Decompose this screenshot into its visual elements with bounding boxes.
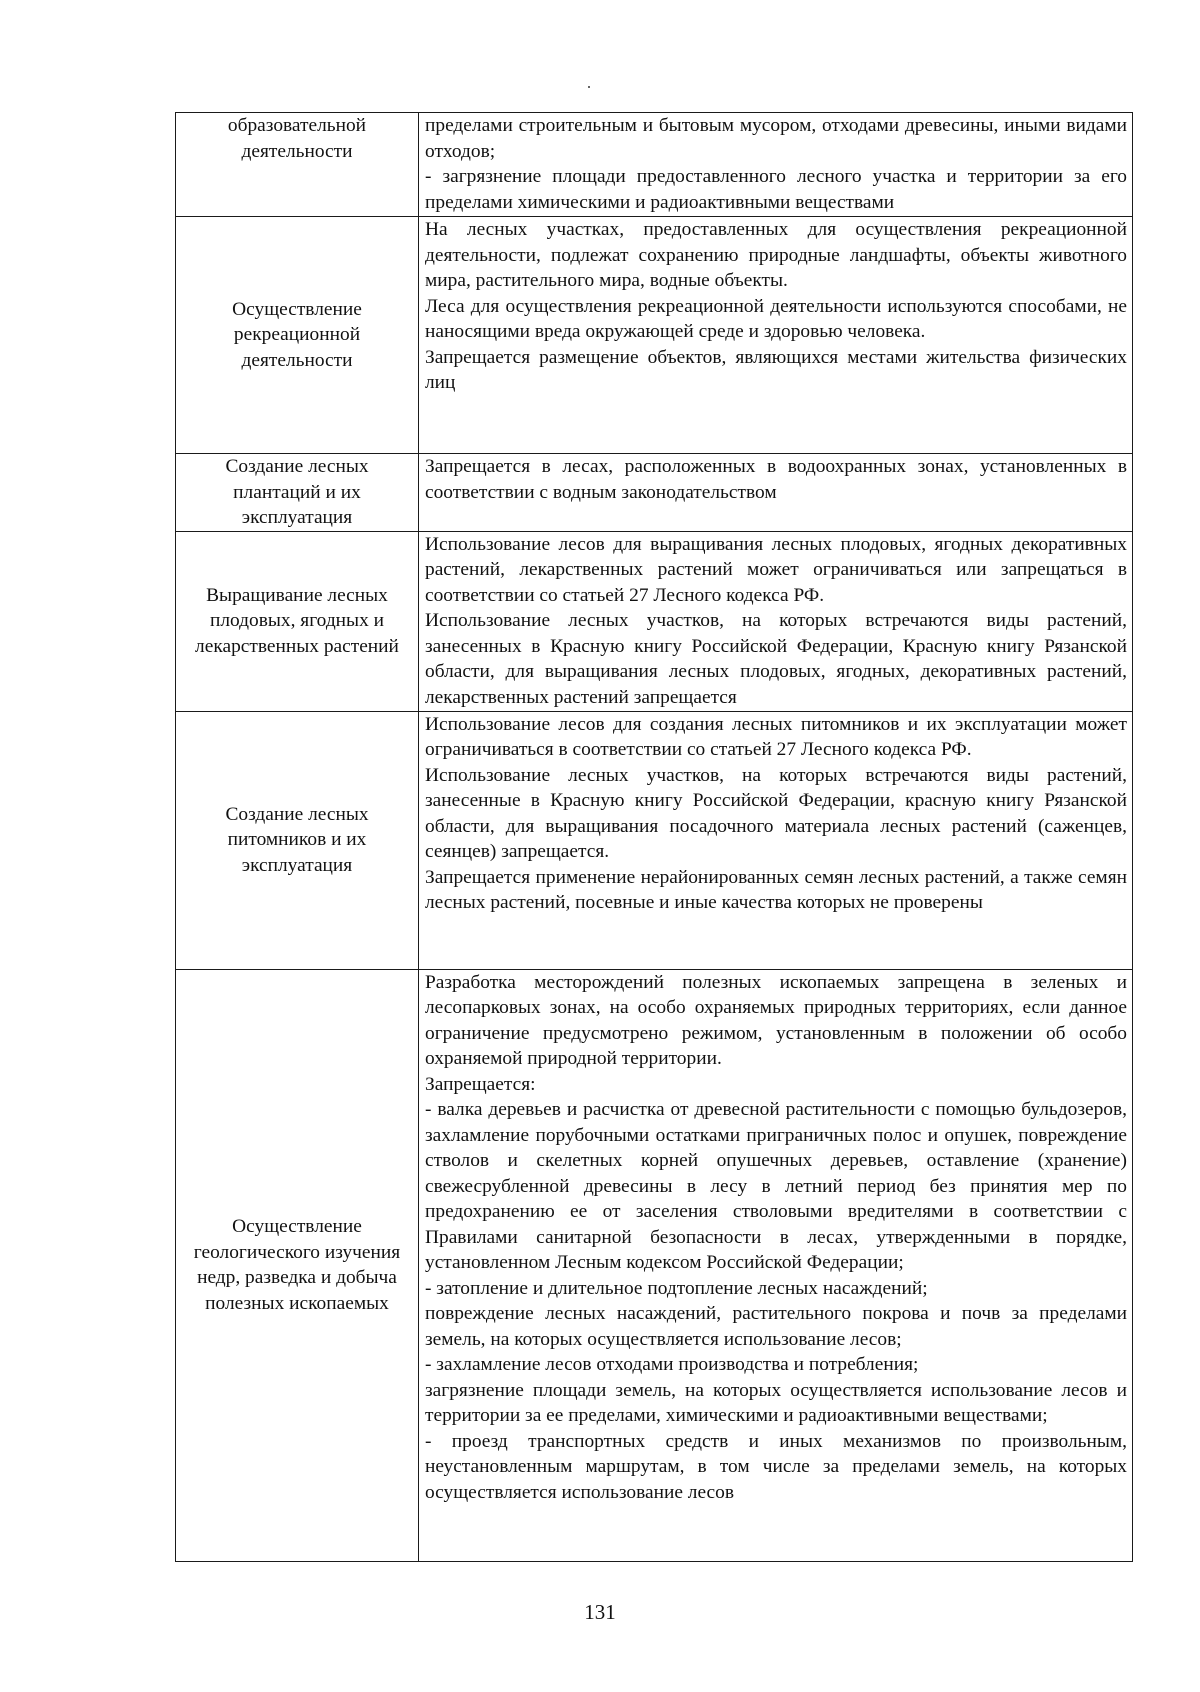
restriction-paragraph: Запрещается размещение объектов, являющихся местами жительства физических лиц: [425, 346, 1127, 393]
restriction-paragraph: - затопление и длительное подтопление лесных насаждений;: [425, 1277, 928, 1299]
restriction-cell: [419, 454, 1133, 532]
activity-cell: [176, 711, 419, 969]
restriction-paragraph: Использование лесных участков, на которых встречаются виды растений, занесенных в Красную книгу Российской Федерации, Красную книгу Рязанской области, для выращивания лесных плодовых, ягодных, декоративных растений, лекарственных растений запрещается: [425, 610, 1127, 708]
activity-text: Осуществление рекреационной деятельности: [232, 298, 362, 371]
activity-cell: [176, 969, 419, 1561]
restriction-paragraph: загрязнение площади земель, на которых осуществляется использование лесов и территории за ее пределами, химическими и радиоактивными веществами;: [425, 1379, 1127, 1426]
restriction-paragraph: Запрещается в лесах, расположенных в водоохранных зонах, установленных в соответствии с водным законодательством: [425, 456, 1127, 503]
restriction-paragraph: На лесных участках, предоставленных для осуществления рекреационной деятельности, подлежат сохранению природные ландшафты, объекты животного мира, растительного мира, водные объекты.: [425, 219, 1127, 291]
restriction-cell: [419, 217, 1133, 454]
restriction-cell: [419, 531, 1133, 711]
table-row: [176, 113, 1133, 217]
restriction-paragraph: Использование лесов для выращивания лесных плодовых, ягодных декоративных растений, лекарственных растений может ограничиваться или запрещаться в соответствии со статьей 27 Лесного кодекса РФ.: [425, 533, 1127, 606]
restriction-paragraph: Разработка месторождений полезных ископаемых запрещена в зеленых и лесопарковых зонах, на особо охраняемых природных территориях, если данное ограничение предусмотрено режимом, установленным в положении об особо охраняемой природной территории.: [425, 971, 1127, 1069]
restriction-cell: [419, 711, 1133, 969]
restriction-paragraph: Использование лесов для создания лесных питомников и их эксплуатации может ограничиваться в соответствии со статьей 27 Лесного кодекса РФ.: [425, 713, 1127, 760]
table-row: [176, 531, 1133, 711]
activity-cell: [176, 531, 419, 711]
restriction-paragraph: - загрязнение площади предоставленного лесного участка и территории за его пределами химическими и радиоактивными веществами: [425, 166, 1127, 213]
restriction-paragraph: - проезд транспортных средств и иных механизмов по произвольным, неустановленным маршрутам, в том числе за пределами земель, на которых осуществляется использование лесов: [425, 1430, 1127, 1503]
restriction-paragraph: пределами строительным и бытовым мусором, отходами древесины, иными видами отходов;: [425, 115, 1127, 162]
restriction-paragraph: повреждение лесных насаждений, растительного покрова и почв за пределами земель, на которых осуществляется использование лесов;: [425, 1303, 1127, 1350]
activity-cell: [176, 454, 419, 532]
restriction-paragraph: Использование лесных участков, на которых встречаются виды растений, занесенные в Красную книгу Российской Федерации, красную книгу Рязанской области, для выращивания посадочного материала лесных растений (саженцев, сеянцев) запрещается.: [425, 764, 1127, 862]
restriction-paragraph: - валка деревьев и расчистка от древесной растительности с помощью бульдозеров, захламление порубочными остатками приграничных полос и опушек, повреждение стволов и скелетных корней опушечных деревьев, оставление (хранение) свежесрубленной древесины в лесу в летний период без принятия мер по предохранению ее от заселения стволовыми вредителями в соответствии с Правилами санитарной безопасности в лесах, утвержденными в порядке, установленном Лесным кодексом Российской Федерации;: [425, 1099, 1127, 1273]
restriction-paragraph: Запрещается:: [425, 1073, 536, 1095]
restriction-cell: [419, 113, 1133, 217]
restriction-paragraph: Запрещается применение нерайонированных семян лесных растений, а также семян лесных растений, посевные и иные качества которых не проверены: [425, 866, 1127, 913]
activity-cell: [176, 217, 419, 454]
restriction-paragraph: Леса для осуществления рекреационной деятельности используются способами, не наносящими вреда окружающей среде и здоровью человека.: [425, 295, 1127, 342]
activity-text: Осуществление геологического изучения недр, разведка и добыча полезных ископаемых: [193, 1216, 401, 1314]
scan-speck: [588, 86, 590, 88]
table-row: [176, 969, 1133, 1561]
restrictions-table: [175, 112, 1133, 1562]
restriction-cell: [419, 969, 1133, 1561]
activity-cell: [176, 113, 419, 217]
page-number: 131: [584, 1600, 616, 1624]
activity-text: Создание лесных плантаций и их эксплуатация: [225, 456, 369, 528]
restriction-paragraph: - захламление лесов отходами производства и потребления;: [425, 1354, 919, 1375]
table-row: [176, 217, 1133, 454]
table-row: [176, 454, 1133, 532]
activity-text: образовательной деятельности: [227, 115, 367, 162]
table-row: [176, 711, 1133, 969]
activity-text: Создание лесных питомников и их эксплуатация: [225, 803, 369, 876]
activity-text: Выращивание лесных плодовых, ягодных и лекарственных растений: [195, 584, 399, 657]
